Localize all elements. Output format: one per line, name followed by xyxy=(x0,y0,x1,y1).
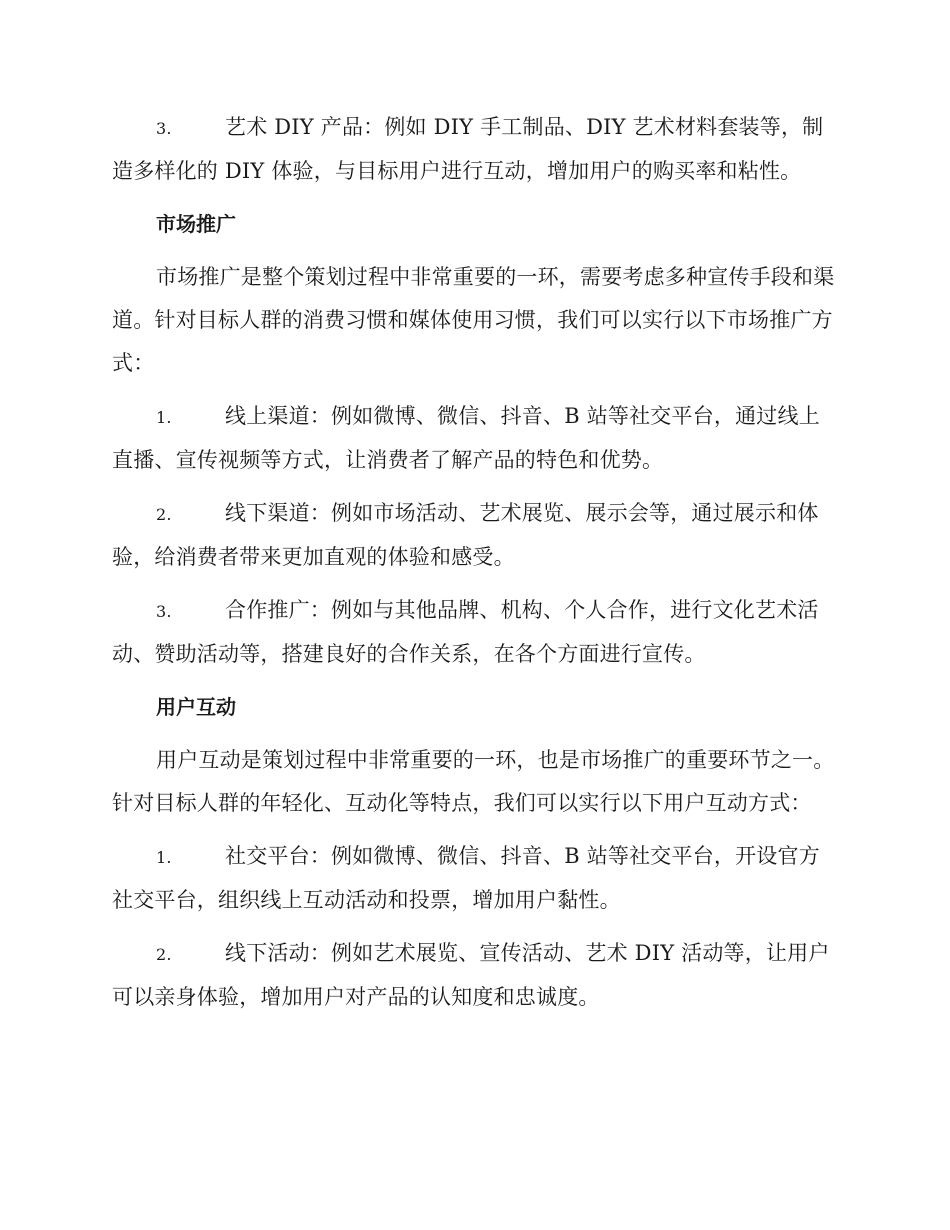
list-item-cooperative-promotion xyxy=(112,589,837,676)
list-text: 艺术 DIY 产品：例如 DIY 手工制品、DIY 艺术材料套装等，制造多样化的 DIY 体验，与目标用户进行互动，增加用户的购买率和粘性。 xyxy=(112,115,824,183)
list-item-online-channels xyxy=(112,395,837,482)
section-heading-user-interaction: 用户互动 xyxy=(156,695,236,719)
list-number: 1. xyxy=(156,848,172,867)
list-number: 2. xyxy=(156,505,172,524)
list-number: 3. xyxy=(156,602,172,621)
list-item-diy-products xyxy=(112,106,837,193)
list-text: 线上渠道：例如微博、微信、抖音、B 站等社交平台，通过线上直播、宣传视频等方式，让消费者了解产品的特色和优势。 xyxy=(112,404,820,472)
list-text: 线下渠道：例如市场活动、艺术展览、展示会等，通过展示和体验，给消费者带来更加直观的体验和感受。 xyxy=(112,501,819,569)
list-number: 3. xyxy=(156,119,172,138)
list-text: 线下活动：例如艺术展览、宣传活动、艺术 DIY 活动等，让用户可以亲身体验，增加用户对产品的认知度和忠诚度。 xyxy=(112,941,830,1009)
list-item-offline-activities xyxy=(112,932,837,1019)
document-page xyxy=(112,106,837,1029)
paragraph-user-interaction: 用户互动是策划过程中非常重要的一环，也是市场推广的重要环节之一。针对目标人群的年轻化、互动化等特点，我们可以实行以下用户互动方式： xyxy=(112,748,835,815)
list-text: 社交平台：例如微博、微信、抖音、B 站等社交平台，开设官方社交平台，组织线上互动活动和投票，增加用户黏性。 xyxy=(112,844,820,912)
section-heading-market-promotion: 市场推广 xyxy=(156,212,236,236)
list-item-offline-channels xyxy=(112,492,837,579)
paragraph-market-promotion: 市场推广是整个策划过程中非常重要的一环，需要考虑多种宣传手段和渠道。针对目标人群的消费习惯和媒体使用习惯，我们可以实行以下市场推广方式： xyxy=(112,265,835,375)
list-text: 合作推广：例如与其他品牌、机构、个人合作，进行文化艺术活动、赞助活动等，搭建良好的合作关系，在各个方面进行宣传。 xyxy=(112,598,819,666)
list-item-social-platforms xyxy=(112,835,837,922)
list-number: 1. xyxy=(156,408,172,427)
list-number: 2. xyxy=(156,945,172,964)
